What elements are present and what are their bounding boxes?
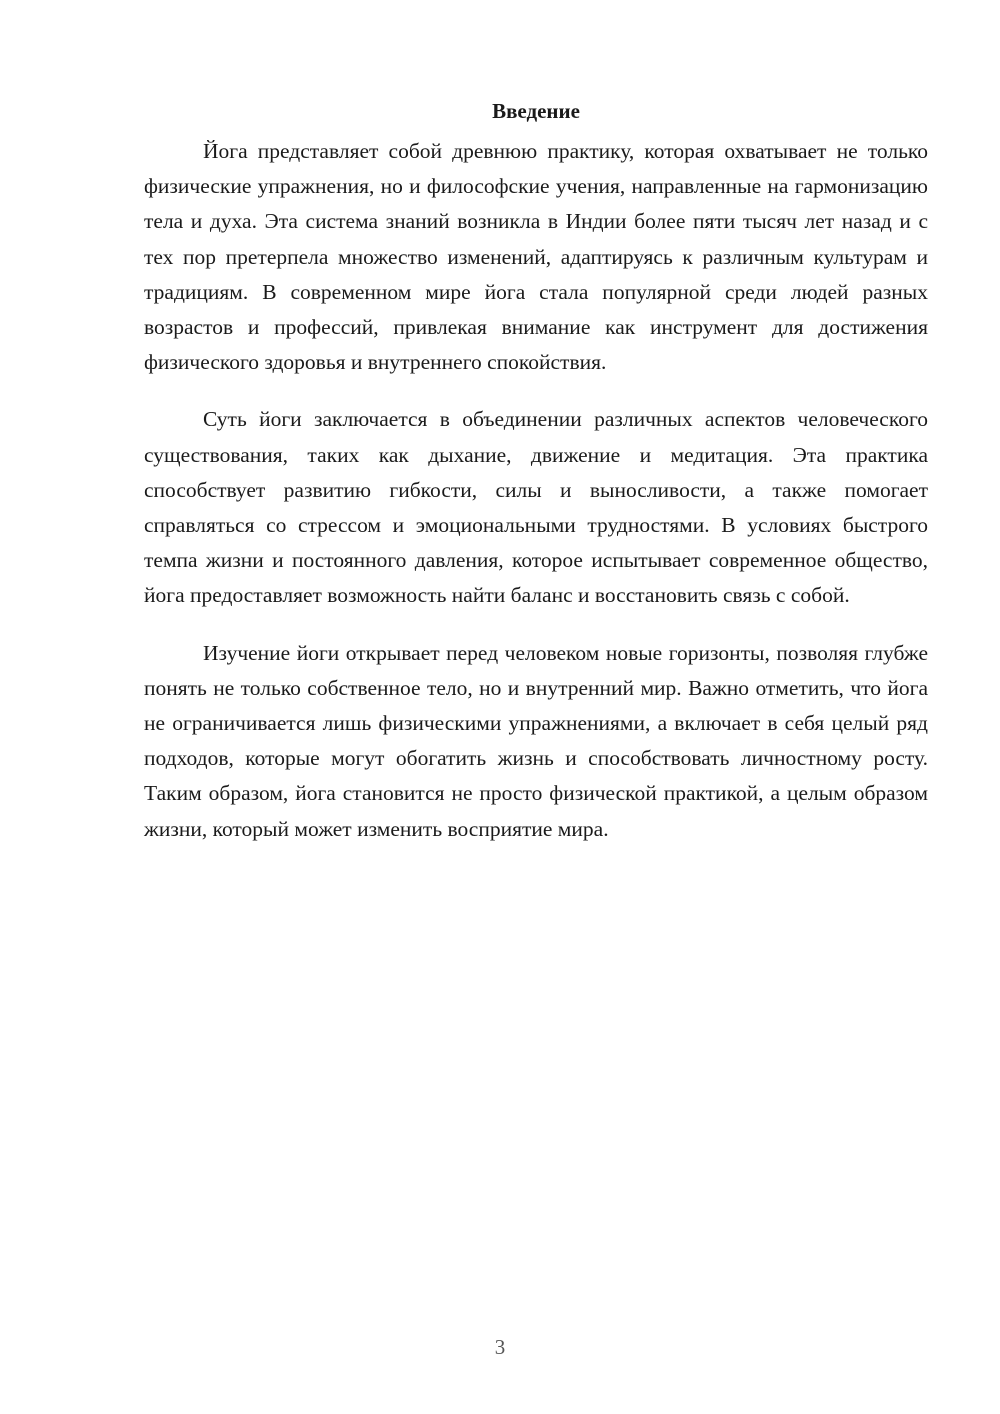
page-content [144,97,928,869]
paragraph-2: Суть йоги заключается в объединении различных аспектов человеческого существования, таких как дыхание, движение и медитация. Эта практика способствует развитию гибкости, силы и выносливости, а также помогает справляться со стрессом и эмоциональными трудностями. В условиях быстрого темпа жизни и постоянного давления, которое испытывает современное общество, йога предоставляет возможность найти баланс и восстановить связь с собой. [144,407,928,608]
page-number: 3 [494,1335,506,1359]
paragraph-1: Йога представляет собой древнюю практику, которая охватывает не только физические упражнения, но и философские учения, направленные на гармонизацию тела и духа. Эта система знаний возникла в Индии более пяти тысяч лет назад и с тех пор претерпела множество изменений, адаптируясь к различным культурам и традициям. В современном мире йога стала популярной среди людей разных возрастов и профессий, привлекая внимание как инструмент для достижения физического здоровья и внутреннего спокойствия. [144,139,928,375]
paragraph-3: Изучение йоги открывает перед человеком новые горизонты, позволяя глубже понять не только собственное тело, но и внутренний мир. Важно отметить, что йога не ограничивается лишь физическими упражнениями, а включает в себя целый ряд подходов, которые могут обогатить жизнь и способствовать личностному росту. Таким образом, йога становится не просто физической практикой, а целым образом жизни, который может изменить восприятие мира. [144,640,928,841]
section-heading: Введение [492,99,580,123]
